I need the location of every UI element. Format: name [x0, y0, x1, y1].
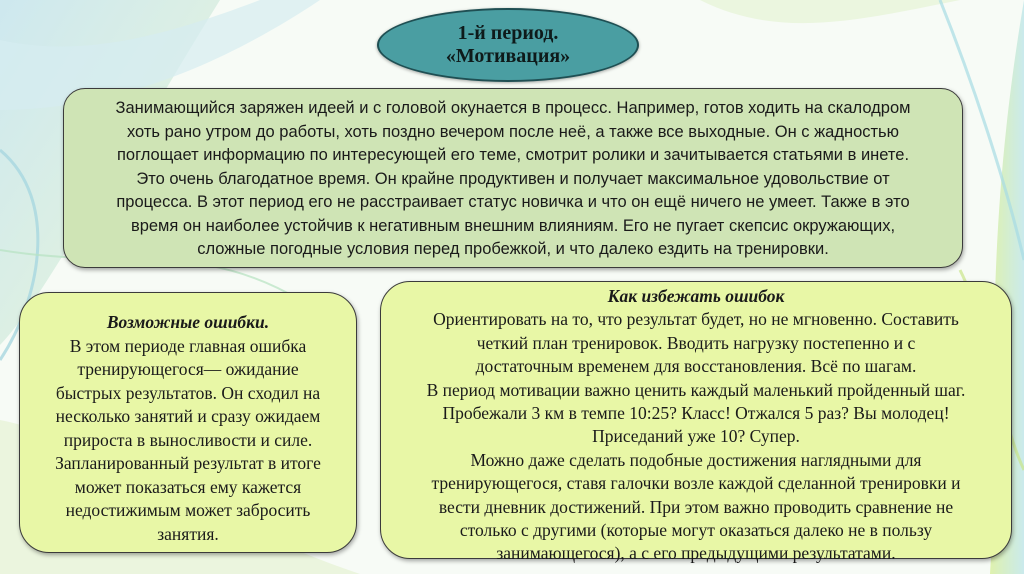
possible-mistakes-box	[19, 292, 357, 553]
mistakes-line: прироста в выносливости и силе.	[63, 429, 313, 450]
avoid-line: занимающегося), а с его предыдущими результатами.	[496, 543, 896, 564]
avoid-line: тренирующегося, ставя галочки возле каждой сделанной тренировки и	[431, 473, 961, 494]
period-title-line2: «Мотивация»	[445, 45, 571, 67]
intro-line: сложные погодные условия перед пробежкой, и что далеко ездить на тренировки.	[197, 240, 829, 258]
intro-line: процесса. В этот период его не расстраивает статус новичка и что он ещё ничего не умеет. Также в это	[116, 193, 910, 211]
period-title-line1: 1-й период.	[457, 22, 559, 44]
mistakes-line: тренирующегося— ожидание	[77, 359, 299, 379]
mistakes-line: В этом периоде главная ошибка	[69, 335, 307, 356]
intro-line: время он наиболее устойчив к негативным внешним влияниям. Его не пугает скепсис окружающих,	[130, 216, 896, 235]
avoid-line: Ориентировать на то, что результат будет, но не мгновенно. Составить	[433, 309, 959, 330]
avoid-mistakes-box	[380, 281, 1012, 564]
avoid-line: Приседаний уже 10? Супер.	[592, 426, 800, 447]
avoid-heading: Как избежать ошибок	[607, 286, 785, 306]
intro-line: Это очень благодатное время. Он крайне продуктивен и получает максимальное удовольствие от	[136, 169, 890, 188]
mistakes-line: несколько занятий и сразу ожидаем	[55, 406, 321, 426]
mistakes-line: быстрых результатов. Он сходил на	[55, 382, 321, 403]
mistakes-line: Запланированный результат в итоге	[55, 453, 321, 473]
avoid-line: достаточным временем для восстановления. Всё по шагам.	[475, 356, 917, 377]
intro-line: хоть рано утром до работы, хоть поздно вечером после неё, а также все выходные. Он с жадностью	[126, 122, 900, 141]
avoid-line: вести дневник достижений. При этом важно проводить сравнение не	[438, 496, 954, 517]
intro-description-box	[63, 88, 963, 268]
intro-line: поглощает информацию по интересующей его теме, смотрит ролики и зачитывается статьями в инете.	[116, 146, 910, 164]
avoid-line: В период мотивации важно ценить каждый маленький пройденный шаг.	[426, 379, 966, 400]
intro-line: Занимающийся заряжен идеей и с головой окунается в процесс. Например, готов ходить на скалодром	[115, 99, 911, 117]
period-title-oval	[377, 8, 639, 82]
mistakes-line: занятия.	[157, 523, 219, 544]
avoid-line: Можно даже сделать подобные достижения наглядными для	[470, 449, 922, 470]
avoid-line: Пробежали 3 км в темпе 10:25? Класс! Отжался 5 раз? Вы молодец!	[442, 403, 950, 424]
avoid-line: столько с другими (которые могут оказаться далеко не в пользу	[459, 520, 933, 541]
mistakes-heading: Возможные ошибки.	[106, 312, 270, 332]
avoid-line: четкий план тренировок. Вводить нагрузку постепенно и с	[476, 332, 916, 353]
mistakes-line: может показаться ему кажется	[74, 476, 302, 497]
mistakes-line: недостижимым может забросить	[65, 500, 311, 520]
